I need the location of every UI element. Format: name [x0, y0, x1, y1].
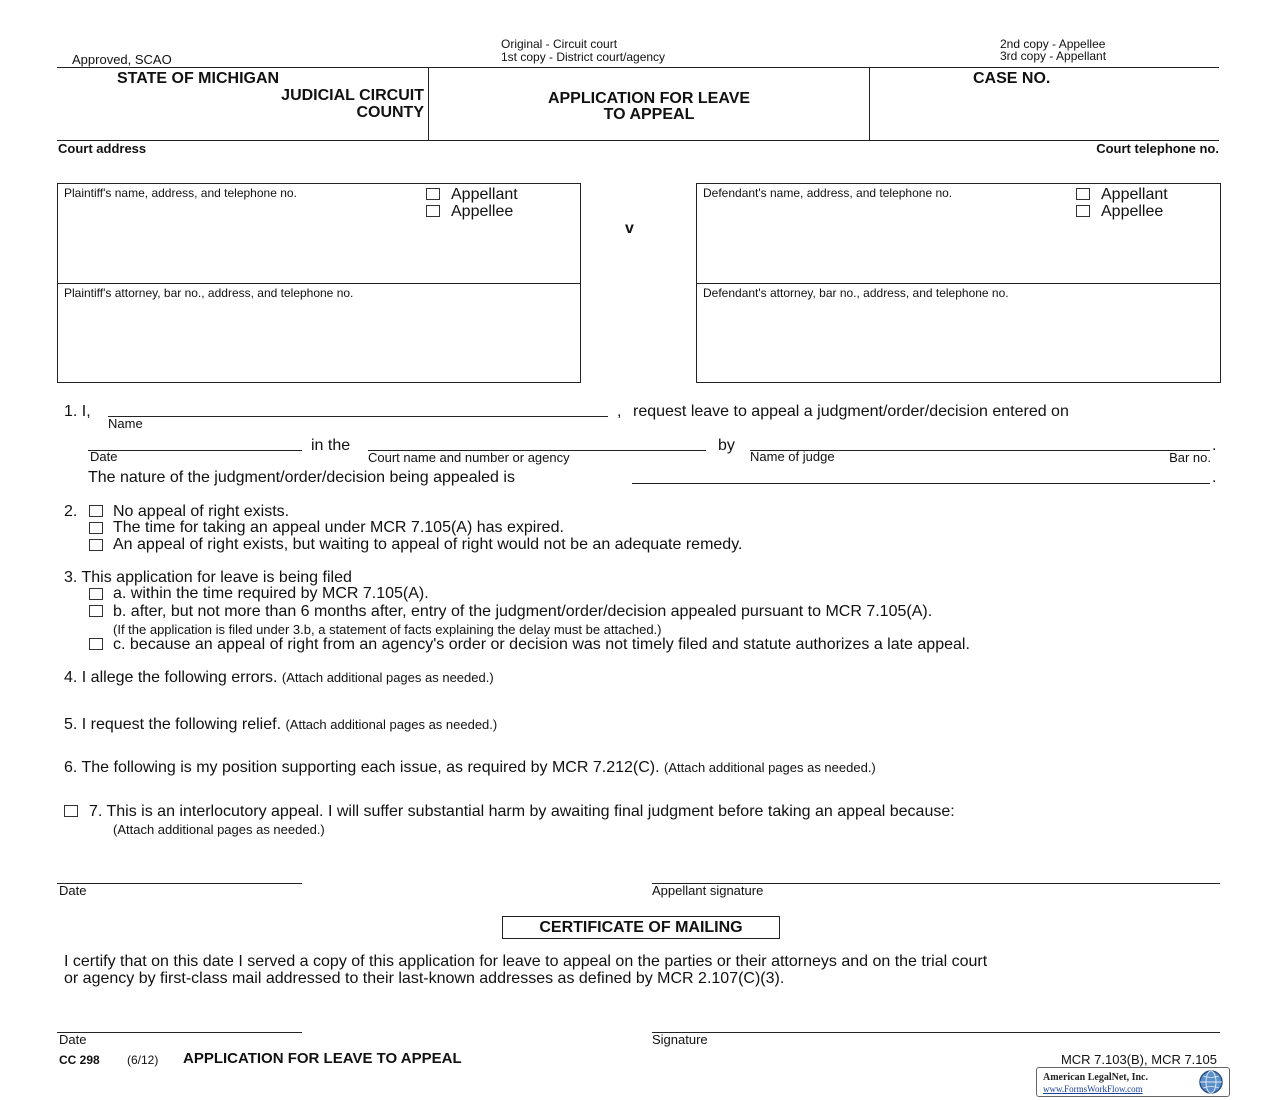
item2a-checkbox[interactable] [89, 505, 103, 517]
judicial-circuit: JUDICIAL CIRCUIT [281, 87, 424, 104]
copy-original: Original - Circuit court [501, 37, 618, 51]
form-code: CC 298 [59, 1053, 100, 1067]
item4-text [64, 669, 494, 687]
signature-field[interactable] [652, 1032, 1220, 1033]
item2b-label: The time for taking an appeal under MCR 7.105(A) has expired. [113, 519, 564, 536]
defendant-attorney-label: Defendant's attorney, bar no., address, and telephone no. [703, 286, 1009, 300]
by: by [718, 437, 735, 454]
appellant-signature-label: Appellant signature [652, 883, 764, 898]
signature1-date-label: Date [59, 883, 87, 898]
period-line2: . [1212, 437, 1217, 454]
header-divider-right [869, 67, 870, 141]
item7-checkbox[interactable] [64, 805, 78, 817]
item1-request-text: request leave to appeal a judgment/order/decision entered on [633, 403, 1069, 420]
item5-text [64, 716, 497, 734]
bar-caption: Bar no. [1169, 450, 1211, 465]
item2-number: 2. [64, 503, 78, 520]
item6-text [64, 759, 876, 777]
item1-number: 1. I, [64, 403, 91, 420]
item5-note: (Attach additional pages as needed.) [285, 717, 498, 732]
nature-field[interactable] [632, 483, 1210, 484]
state-of-michigan: STATE OF MICHIGAN [117, 70, 280, 87]
copy-third: 3rd copy - Appellant [1000, 49, 1107, 63]
item2c-label: An appeal of right exists, but waiting to appeal of right would not be an adequate remedy. [113, 536, 743, 553]
copy-second: 2nd copy - Appellee [1000, 37, 1106, 51]
form-revision: (6/12) [127, 1053, 159, 1067]
plaintiff-appellant-checkbox[interactable] [426, 188, 440, 200]
plaintiff-label: Plaintiff's name, address, and telephone no. [64, 186, 297, 200]
court-address-label: Court address [58, 141, 147, 156]
logo-company: American LegalNet, Inc. [1043, 1072, 1148, 1083]
date-caption: Date [90, 449, 118, 464]
in-the: in the [311, 437, 351, 454]
signature2-date-field[interactable] [57, 1032, 302, 1033]
signature-label: Signature [652, 1032, 708, 1047]
plaintiff-attorney-label: Plaintiff's attorney, bar no., address, and telephone no. [64, 286, 354, 300]
signature1-date-field[interactable] [57, 883, 302, 884]
plaintiff-box-divider [58, 283, 580, 284]
globe-icon [1197, 1069, 1225, 1095]
defendant-appellant-label: Appellant [1101, 186, 1168, 203]
header-top-rule [57, 67, 1219, 68]
nature-text: The nature of the judgment/order/decision being appealed is [88, 469, 515, 486]
applicant-name-field[interactable] [108, 416, 608, 417]
item2b-checkbox[interactable] [89, 522, 103, 534]
judge-caption: Name of judge [750, 449, 835, 464]
defendant-box-divider [697, 283, 1220, 284]
defendant-appellee-label: Appellee [1101, 203, 1164, 220]
item3b-checkbox[interactable] [89, 605, 103, 617]
period-line3: . [1212, 469, 1217, 486]
name-caption: Name [108, 416, 143, 431]
item3c-label: c. because an appeal of right from an agency's order or decision was not timely filed and statute authorizes a late appeal. [113, 636, 970, 653]
signature2-date-label: Date [59, 1032, 87, 1047]
copy-first: 1st copy - District court/agency [501, 50, 666, 64]
item3-intro: 3. This application for leave is being filed [64, 569, 352, 586]
footer-rules: MCR 7.103(B), MCR 7.105 [1060, 1052, 1217, 1067]
item3a-label: a. within the time required by MCR 7.105(A). [113, 585, 429, 602]
item2a-label: No appeal of right exists. [113, 503, 290, 520]
footer-form-title: APPLICATION FOR LEAVE TO APPEAL [183, 1050, 462, 1067]
item7-label: 7. This is an interlocutory appeal. I will suffer substantial harm by awaiting final judgment before taking an appeal because: [89, 803, 955, 820]
court-caption: Court name and number or agency [368, 450, 570, 465]
item5-label: 5. I request the following relief. [64, 716, 282, 733]
defendant-appellee-checkbox[interactable] [1076, 205, 1090, 217]
form-title-line2: TO APPEAL [603, 106, 695, 123]
item2c-checkbox[interactable] [89, 539, 103, 551]
item3a-checkbox[interactable] [89, 588, 103, 600]
entry-date-field[interactable] [88, 450, 302, 451]
defendant-appellant-checkbox[interactable] [1076, 188, 1090, 200]
county: COUNTY [356, 104, 424, 121]
certificate-title: CERTIFICATE OF MAILING [539, 919, 743, 936]
plaintiff-appellee-checkbox[interactable] [426, 205, 440, 217]
item4-label: 4. I allege the following errors. [64, 669, 278, 686]
item6-note: (Attach additional pages as needed.) [664, 760, 876, 775]
plaintiff-appellee-label: Appellee [451, 203, 514, 220]
defendant-label: Defendant's name, address, and telephone no. [703, 186, 953, 200]
item1-comma: , [617, 403, 622, 420]
versus: v [625, 220, 634, 237]
approved-scao: Approved, SCAO [72, 52, 172, 67]
item3b-label: b. after, but not more than 6 months after, entry of the judgment/order/decision appealed pursuant to MCR 7.105(A). [113, 603, 933, 620]
form-title-line1: APPLICATION FOR LEAVE [547, 90, 751, 107]
case-no-label: CASE NO. [973, 70, 1051, 87]
court-telephone-label: Court telephone no. [1096, 141, 1219, 156]
item7-note: (Attach additional pages as needed.) [113, 822, 325, 837]
logo-url: www.FormsWorkFlow.com [1043, 1084, 1143, 1094]
item3b-note: (If the application is filed under 3.b, a statement of facts explaining the delay must be attached.) [113, 622, 662, 637]
item6-label: 6. The following is my position supporting each issue, as required by MCR 7.212(C). [64, 759, 660, 776]
header-bottom-rule [57, 140, 1219, 141]
certificate-line1: I certify that on this date I served a copy of this application for leave to appeal on the parties or their attorneys and on the trial court [64, 953, 988, 970]
certificate-line2: or agency by first-class mail addressed to their last-known addresses as defined by MCR 2.107(C)(3). [64, 970, 785, 987]
plaintiff-appellant-label: Appellant [451, 186, 518, 203]
item4-note: (Attach additional pages as needed.) [281, 670, 494, 685]
americanlegalnet-logo[interactable] [1036, 1067, 1230, 1097]
item3c-checkbox[interactable] [89, 638, 103, 650]
